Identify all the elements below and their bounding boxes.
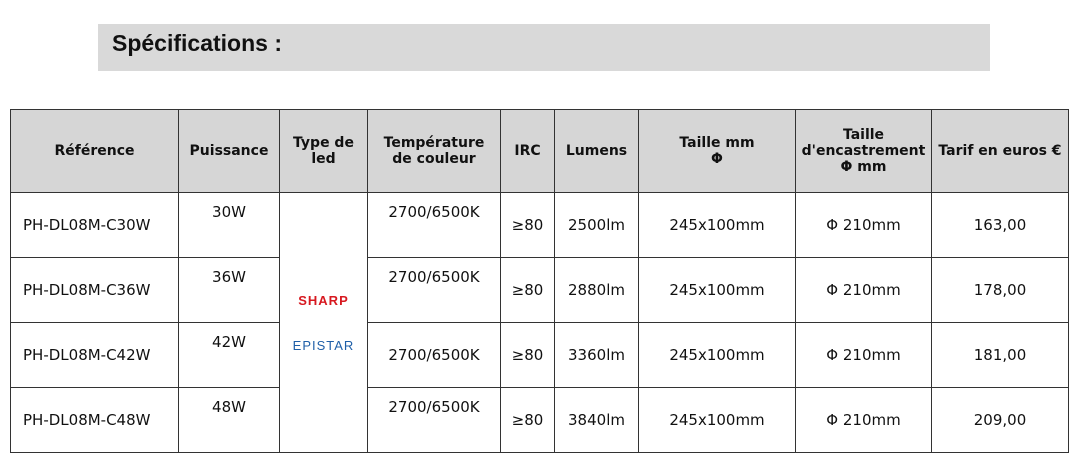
cell-color-temperature: 2700/6500K	[368, 258, 501, 323]
table-row	[11, 193, 1069, 258]
cell-irc: ≥80	[501, 323, 555, 388]
cell-reference: PH-DL08M-C48W	[11, 388, 179, 453]
cell-color-temperature: 2700/6500K	[368, 323, 501, 388]
header-color-temperature: Température de couleur	[368, 110, 501, 193]
header-irc: IRC	[501, 110, 555, 193]
cell-cutout: Φ 210mm	[796, 323, 932, 388]
cell-power: 30W	[179, 193, 280, 258]
cell-size: 245x100mm	[639, 388, 796, 453]
cell-led-type	[280, 193, 368, 453]
cell-power: 42W	[179, 323, 280, 388]
specifications-table	[10, 109, 1069, 453]
cell-cutout: Φ 210mm	[796, 258, 932, 323]
cell-price: 178,00	[932, 258, 1069, 323]
cell-lumens: 3840lm	[555, 388, 639, 453]
cell-price: 209,00	[932, 388, 1069, 453]
section-title: Spécifications :	[112, 30, 282, 56]
cell-size: 245x100mm	[639, 258, 796, 323]
cell-price: 163,00	[932, 193, 1069, 258]
cell-power: 36W	[179, 258, 280, 323]
cell-size: 245x100mm	[639, 323, 796, 388]
cell-lumens: 2500lm	[555, 193, 639, 258]
header-power: Puissance	[179, 110, 280, 193]
sharp-logo: SHARP	[298, 292, 349, 308]
epistar-logo: EPISTAR	[292, 337, 355, 353]
cell-color-temperature: 2700/6500K	[368, 388, 501, 453]
cell-lumens: 2880lm	[555, 258, 639, 323]
cell-irc: ≥80	[501, 388, 555, 453]
cell-price: 181,00	[932, 323, 1069, 388]
cell-reference: PH-DL08M-C42W	[11, 323, 179, 388]
cell-cutout: Φ 210mm	[796, 193, 932, 258]
cell-power: 48W	[179, 388, 280, 453]
section-title-bar	[98, 24, 990, 71]
cell-color-temperature: 2700/6500K	[368, 193, 501, 258]
cell-reference: PH-DL08M-C36W	[11, 258, 179, 323]
table-header-row	[11, 110, 1069, 193]
header-led-type: Type de led	[280, 110, 368, 193]
header-price: Tarif en euros €	[932, 110, 1069, 193]
cell-lumens: 3360lm	[555, 323, 639, 388]
table-row	[11, 388, 1069, 453]
table-row	[11, 323, 1069, 388]
header-lumens: Lumens	[555, 110, 639, 193]
header-cutout: Taille d'encastrement Φ mm	[796, 110, 932, 193]
cell-cutout: Φ 210mm	[796, 388, 932, 453]
header-size: Taille mm Φ	[639, 110, 796, 193]
header-reference: Référence	[11, 110, 179, 193]
cell-size: 245x100mm	[639, 193, 796, 258]
cell-reference: PH-DL08M-C30W	[11, 193, 179, 258]
cell-irc: ≥80	[501, 193, 555, 258]
cell-irc: ≥80	[501, 258, 555, 323]
table-row	[11, 258, 1069, 323]
